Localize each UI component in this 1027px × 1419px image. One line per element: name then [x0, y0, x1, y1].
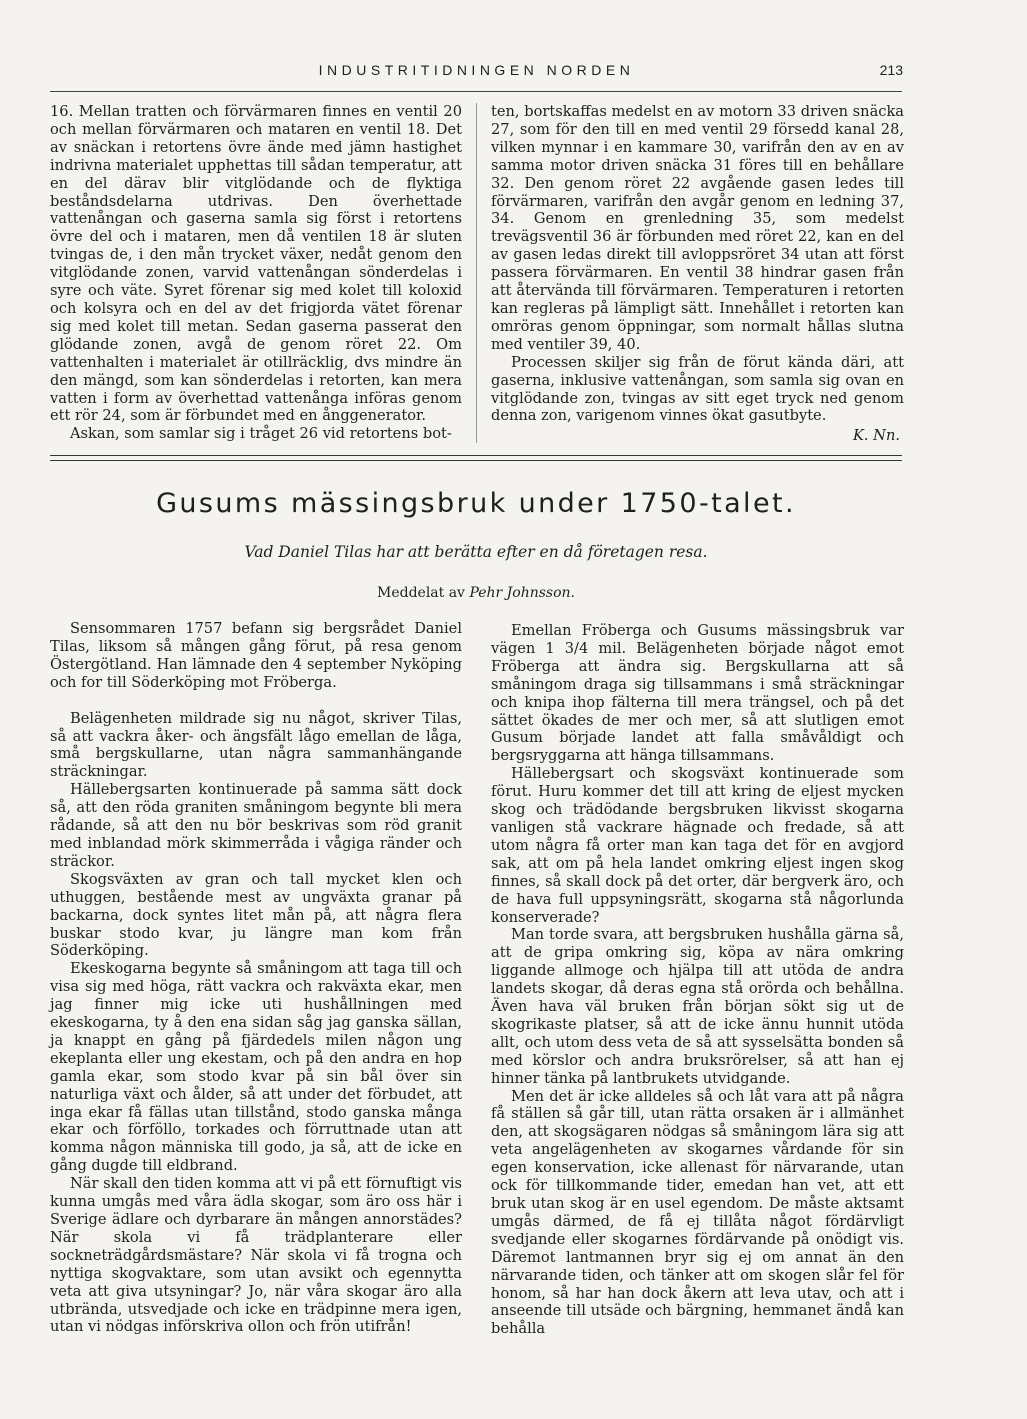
paragraph: Ekeskogarna begynte så småningom att taga till och visa sig med höga, rätt vackra och rakväxta ekar, men jag finner mig icke uti hushållningen med ekeskogarna, ty å den ena sidan såg jag ganska sällan, ja knappt en gång på fjärdedels milen någon ung ekeplanta eller ung ekestam, och på den andra en hop gamla ekar, som stodo kvar på sin bål över sin naturliga växt och ålder, så att under det förbudet, att inga ekar få fällas utan tillstånd, stodo ganska många ekar och förföllo, torkades och förruttnade utan att komma någon människa till godo, ja så, att de icke en gång dugde till eldbrand.: [50, 960, 462, 1175]
byline-author: Pehr Johnsson.: [469, 585, 576, 601]
paragraph: ten, bortskaffas medelst en av motorn 33 driven snäcka 27, som för den till en med ventil 29 försedd kanal 28, vilken mynnar i en kammare 30, varifrån den av en av samma motor driven snäcka 31 föres till en behållare 32. Den genom röret 22 avgående gasen ledes till förvärmaren, varifrån den avgår genom en ledning 37, 34. Genom en grenledning 35, som medelst trevägsventil 36 är förbunden med röret 22, kan en del av gasen ledas direkt till avloppsröret 34 utan att först passera förvärmaren. En ventil 38 hindrar gasen från att återvända till förvärmaren. Temperaturen i retorten kan regleras på lämpligt sätt. Innehållet i retorten kan omröras genom öppningar, som normalt hållas slutna med ventiler 39, 40.: [491, 103, 904, 353]
paragraph: Hällebergsarten kontinuerade på samma sätt dock så, att den röda graniten småningom begynte bli mera rådande, så att den nu bör beskrivas som röd granit med inblandad mörk skimmerråda i vågiga ränder och sträckor.: [50, 781, 462, 870]
article-subtitle: Vad Daniel Tilas har att berätta efter en då företagen resa.: [244, 543, 708, 561]
top-article-column-2: [491, 103, 904, 445]
paragraph: Belägenheten mildrade sig nu något, skriver Tilas, så att vackra åker- och ängsfält lågo emellan de låga, små bergskullarne, utan några sammanhängande sträckningar.: [50, 709, 462, 781]
byline-prefix: Meddelat av: [376, 585, 465, 601]
section-divider: [50, 455, 902, 461]
top-article-column-1: [50, 103, 462, 443]
paragraph: När skall den tiden komma att vi på ett förnuftigt vis kunna umgås med våra ädla skogar, som äro oss här i Sverige ädlare och dyrbarare än mången annorstädes? När skola vi få trädplanterare eller sockneträdgårdsmästare? När skola vi få trogna och nyttiga skogvaktare, som utan avsikt och egennytta veta att giva utsyningar? Jo, när våra skogar äro alla utbrända, utsvedjade och icke en trädpinne mera igen, utan vi nödgas införskriva ollon och frön utifrån!: [50, 1175, 462, 1336]
paragraph-gap: [50, 692, 462, 710]
paragraph: Hällebergsart och skogsväxt kontinuerade som förut. Huru kommer det till att kring de eljest mycken skog och trädödande bergsbruken likvisst skogarna vanligen stå vackrare hägnade och fredade, så att utom några få orter man kan taga det för en avgjord sak, att om på hela landet omkring eljest ingen skog finnes, så skall dock på det orter, där bergverk äro, och de hava full uppsyningsrätt, skogarna stå någorlunda konserverade?: [491, 765, 904, 926]
article-byline: [50, 585, 902, 601]
paragraph: 16. Mellan tratten och förvärmaren finnes en ventil 20 och mellan förvärmaren och mataren en ventil 18. Det av snäckan i retortens övre ände med jämn hastighet indrivna materialet upphettas till sådan temperatur, att en del därav blir vitglödande och de flyktiga beståndsdelarna utdrivas. Den överhettade vattenångan och gaserna samla sig först i retortens övre del och i mataren, men då ventilen 18 är sluten tvingas de, i den mån trycket växer, nedåt genom den vitglödande zonen, varvid vattenångan sönderdelas i syre och väte. Syret förenar sig med kolet till koloxid och kolsyra och en del av det frigjorda vätet förenar sig med kolet till metan. Sedan gaserna passerat den glödande zonen, avgå de genom röret 22. Om vattenhalten i materialet är otillräcklig, dvs mindre än den mängd, som kan sönderdelas i retorten, kan mera vatten i form av överhettad vattenånga införas genom ett rör 24, som är förbundet med en ånggenerator.: [50, 103, 462, 425]
paragraph: Emellan Fröberga och Gusums mässingsbruk var vägen 1 3/4 mil. Belägenheten började något emot Fröberga att ändra sig. Bergskullarna att så småningom draga sig tillsammans i små sträckningar och knipa ihop fälterna till mera trängsel, och på det sättet ökades de mer och mer, så att slutligen emot Gusum började landet att falla småvåldigt och bergsryggarna att hänga tillsammans.: [491, 622, 904, 765]
paragraph: Processen skiljer sig från de förut kända däri, att gaserna, inklusive vattenångan, som samla sig ovan en vitglödande zon, tvingas av sitt eget tryck ned genom denna zon, varigenom vinnes ökat gasutbyte.: [491, 353, 904, 425]
article-title: Gusums mässingsbruk under 1750-talet.: [156, 488, 796, 519]
paragraph: Sensommaren 1757 befann sig bergsrådet Daniel Tilas, liksom så mången gång förut, på resa genom Östergötland. Han lämnade den 4 september Nyköping och for till Söderköping mot Fröberga.: [50, 620, 462, 691]
column-divider: [476, 103, 477, 443]
journal-title: INDUSTRITIDNINGEN NORDEN: [318, 62, 635, 78]
header-rule: [50, 91, 902, 92]
author-signature: K. Nn.: [853, 427, 900, 445]
paragraph: Skogsväxten av gran och tall mycket klen och uthuggen, bestående mest av ungväxta granar på backarna, dock syntes litet mån på, att några flera buskar stodo kvar, ju längre man kom från Söderköping.: [50, 870, 462, 960]
article-column-1: [50, 620, 462, 1336]
page-number: 213: [879, 62, 903, 78]
running-header: [50, 62, 903, 78]
paragraph: Men det är icke alldeles så och låt vara att på några få ställen så går till, utan rätta orsaken är i allmänhet den, att skogsägaren nödgas så småningom lära sig att veta angelägenheten av skogarnes vårdande för sin egen konservation, icke allenast för närvarande, utan ock för tillkommande tider, emedan han vet, att ett bruk utan skog är en usel egendom. De måste aktsamt umgås därmed, de få ej tillåta något fördärvligt svedjande eller skogarnes fördärvande på onödigt vis. Däremot lantmannen bryr sig ej om annat än den närvarande tiden, och tänker att om skogen slår fel för honom, så har han dock åkern att leva utav, och att i anseende till utsäde och bärgning, hemmanet ändå kan behålla: [491, 1087, 904, 1338]
article-column-2: [491, 622, 904, 1338]
paragraph: Man torde svara, att bergsbruken hushålla gärna så, att de gripa omkring sig, köpa av nära omkring liggande allmoge och hjälpa till att utöda de andra landets skogar, då deras egna stå orörda och behållna. Även hava väl bruken från början sökt sig ut de skogrikaste platser, så att de icke ännu hunnit utöda allt, och utom dess veta de så att sysselsätta bonden så med körslor och andra bruksrörelser, så att han ej hinner tänka på lantbrukets utvidgande.: [491, 926, 904, 1087]
paragraph: Askan, som samlar sig i tråget 26 vid retortens bot-: [70, 425, 452, 443]
